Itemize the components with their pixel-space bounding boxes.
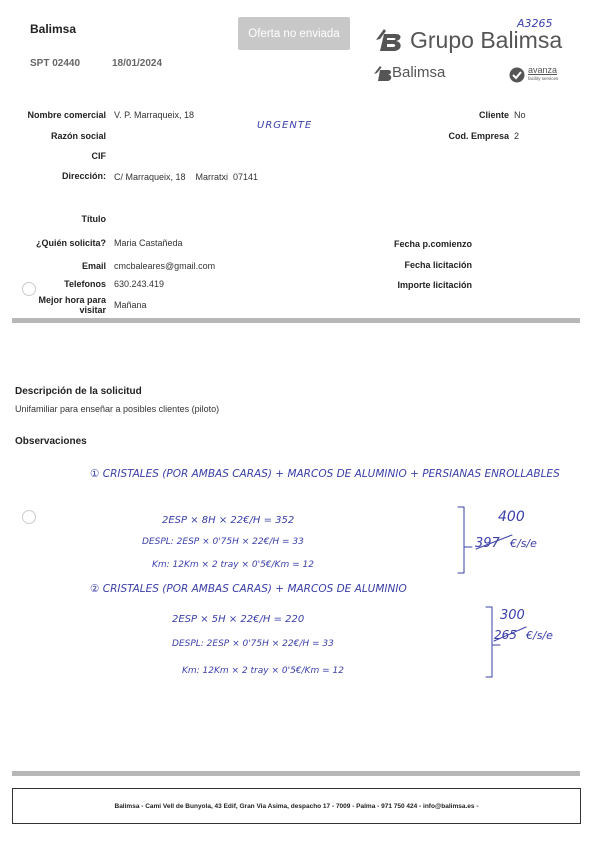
cod-empresa-value: 2 bbox=[514, 131, 520, 141]
section-divider bbox=[12, 318, 580, 323]
description-heading: Descripción de la solicitud bbox=[15, 386, 142, 397]
telefonos-label: Telefonos bbox=[64, 279, 106, 289]
item-1-price-new: 400 bbox=[498, 509, 525, 525]
mejor-hora-value: Mañana bbox=[114, 300, 147, 310]
item-1-title: ① CRISTALES (POR AMBAS CARAS) + MARCOS DE ALUMINIO + PERSIANAS ENROLLABLES bbox=[90, 468, 560, 480]
handwritten-observations bbox=[80, 455, 590, 700]
direccion-value: C/ Marraqueix, 18 Marratxi 07141 bbox=[114, 172, 259, 182]
cliente-value: No bbox=[514, 110, 526, 120]
nombre-comercial-label: Nombre comercial bbox=[27, 110, 106, 120]
footer-contact: Balimsa - Cami Vell de Bunyola, 43 Edif, Gran Via Asima, despacho 17 - 7009 - Palma - 971 750 424 - info@balimsa.es - bbox=[12, 788, 581, 824]
footer-divider bbox=[12, 771, 580, 776]
balimsa-small-icon bbox=[372, 64, 394, 84]
group-logo-text: Grupo Balimsa bbox=[410, 27, 563, 53]
balimsa-logo-text: Balimsa bbox=[392, 64, 446, 81]
razon-social-label: Razón social bbox=[50, 131, 106, 141]
company-name: Balimsa bbox=[30, 22, 77, 36]
request-ref: SPT 02440 bbox=[30, 58, 81, 69]
punch-hole bbox=[22, 282, 36, 296]
punch-hole bbox=[22, 510, 36, 524]
mejor-hora-label bbox=[10, 295, 106, 315]
quien-solicita-label: ¿Quién solicita? bbox=[35, 238, 106, 248]
fecha-comienzo-label: Fecha p.comienzo bbox=[393, 239, 472, 249]
item-2-line-1: 2ESP × 5H × 22€/H = 220 bbox=[172, 614, 305, 625]
bracket-2 bbox=[486, 607, 492, 677]
importe-licitacion-label: Importe licitación bbox=[397, 280, 472, 290]
mejor-hora-label-line2: visitar bbox=[79, 305, 106, 315]
item-1-line-3: Km: 12Km × 2 tray × 0'5€/Km = 12 bbox=[152, 560, 314, 570]
balimsa-b-icon bbox=[372, 26, 406, 54]
item-1-price-unit: €/s/e bbox=[510, 537, 537, 550]
item-2-price-new: 300 bbox=[500, 608, 525, 623]
handwritten-code bbox=[515, 12, 585, 34]
item-2-price-old: 265 bbox=[494, 628, 517, 642]
item-1-line-1: 2ESP × 8H × 22€/H = 352 bbox=[162, 515, 295, 526]
item-1-price-old: 397 bbox=[475, 536, 500, 551]
status-badge: Oferta no enviada bbox=[238, 17, 350, 50]
svg-text:A3265: A3265 bbox=[517, 17, 553, 30]
quien-solicita-value: Maria Castañeda bbox=[114, 238, 183, 248]
email-value: cmcbaleares@gmail.com bbox=[114, 261, 216, 271]
fecha-licitacion-label: Fecha licitación bbox=[404, 260, 472, 270]
mejor-hora-label-line1: Mejor hora para bbox=[38, 295, 106, 305]
cod-empresa-label: Cod. Empresa bbox=[448, 131, 509, 141]
svg-text:URGENTE: URGENTE bbox=[257, 120, 313, 131]
checkmark-circle-icon bbox=[508, 66, 526, 84]
cliente-label: Cliente bbox=[478, 110, 509, 120]
handwritten-urgent-note bbox=[255, 112, 335, 136]
direccion-label: Dirección: bbox=[61, 171, 106, 181]
avanza-tagline: facility services bbox=[528, 76, 559, 81]
description-text: Unifamiliar para enseñar a posibles clientes (piloto) bbox=[15, 404, 220, 414]
avanza-logo-text: avanza bbox=[528, 65, 558, 75]
bracket-1 bbox=[458, 507, 464, 573]
item-1-line-2: DESPL: 2ESP × 0'75H × 22€/H = 33 bbox=[142, 537, 304, 547]
request-date: 18/01/2024 bbox=[112, 58, 163, 69]
item-2-price-unit: €/s/e bbox=[526, 629, 553, 642]
titulo-label: Título bbox=[81, 214, 106, 224]
item-2-title: ② CRISTALES (POR AMBAS CARAS) + MARCOS DE ALUMINIO bbox=[90, 583, 407, 595]
item-2-line-2: DESPL: 2ESP × 0'75H × 22€/H = 33 bbox=[172, 639, 334, 649]
item-2-line-3: Km: 12Km × 2 tray × 0'5€/Km = 12 bbox=[182, 666, 344, 676]
telefonos-value: 630.243.419 bbox=[114, 279, 165, 289]
email-label: Email bbox=[81, 261, 106, 271]
nombre-comercial-value: V. P. Marraqueix, 18 bbox=[114, 110, 195, 120]
observaciones-heading: Observaciones bbox=[15, 436, 87, 447]
cif-label: CIF bbox=[91, 151, 106, 161]
